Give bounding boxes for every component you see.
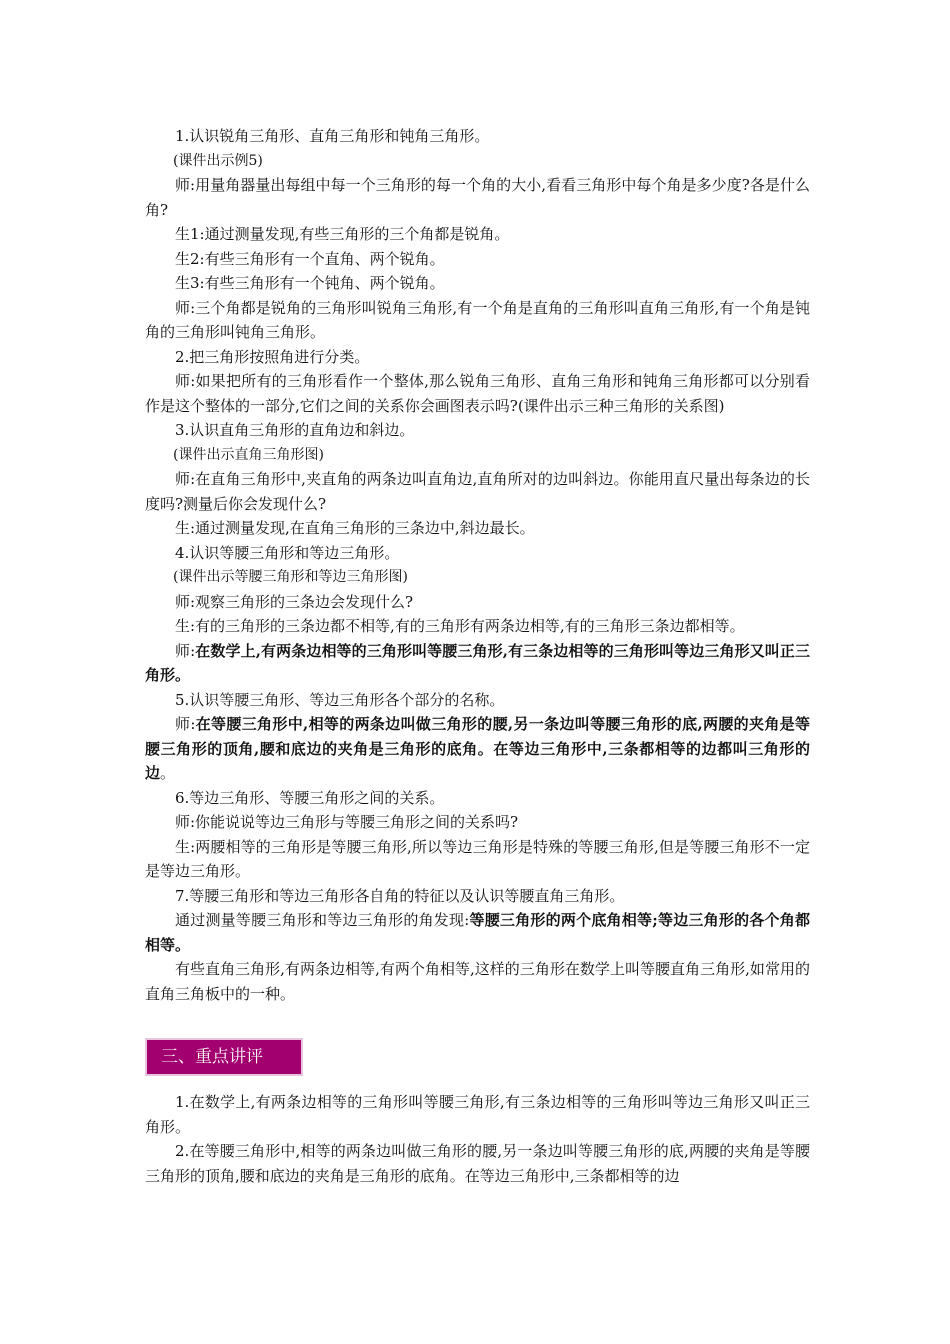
paragraph-prefix: 通过测量等腰三角形和等边三角形的角发现: [175, 911, 470, 929]
paragraph-heading-2: 2.把三角形按照角进行分类。 [175, 347, 370, 366]
paragraph-teacher-definition [145, 639, 810, 688]
paragraph-student: 生1:通过测量发现,有些三角形的三个角都是锐角。 [175, 225, 510, 243]
paragraph-teacher: 师:在直角三角形中,夹直角的两条边叫直角边,直角所对的边叫斜边。你能用直尺量出每条边的长度吗?测量后你会发现什么? [145, 470, 810, 513]
paragraph-heading-3: 3.认识直角三角形的直角边和斜边。 [175, 421, 415, 439]
review-paragraph-2: 2.在等腰三角形中,相等的两条边叫做三角形的腰,另一条边叫等腰三角形的底,两腰的夹角是等腰三角形的顶角,腰和底边的夹角是三角形的底角。在等边三角形中,三条都相等的边 [145, 1142, 810, 1185]
paragraph-body: 有些直角三角形,有两条边相等,有两个角相等,这样的三角形在数学上叫等腰直角三角形,如常用的直角三角板中的一种。 [145, 960, 810, 1003]
paragraph-bold-text: 在数学上,有两条边相等的三角形叫等腰三角形,有三条边相等的三角形叫等边三角形又叫正三角形。 [145, 641, 811, 684]
paragraph-student: 生:有的三角形的三条边都不相等,有的三角形有两条边相等,有的三角形三条边都相等。 [175, 617, 745, 635]
paragraph-courseware-note: (课件出示等腰三角形和等边三角形图) [173, 569, 408, 585]
paragraph-finding [145, 908, 810, 957]
paragraph-prefix: 师: [175, 715, 196, 733]
section-key-review-body [145, 1090, 810, 1188]
paragraph-heading-4: 4.认识等腰三角形和等边三角形。 [175, 543, 400, 562]
paragraph-heading-7: 7.等腰三角形和等边三角形各自角的特征以及认识等腰直角三角形。 [175, 886, 625, 905]
paragraph-student: 生2:有些三角形有一个直角、两个锐角。 [175, 249, 445, 268]
paragraph-heading-1: 1.认识锐角三角形、直角三角形和钝角三角形。 [175, 127, 490, 145]
paragraph-bold-text: 在等腰三角形中,相等的两条边叫做三角形的腰,另一条边叫等腰三角形的底,两腰的夹角是等腰三角形的顶角,腰和底边的夹角是三角形的底角。在等边三角形中,三条都相等的边都叫三角形的边 [145, 715, 810, 782]
paragraph-teacher: 师:你能说说等边三角形与等腰三角形之间的关系吗? [175, 813, 519, 831]
paragraph-teacher: 师:如果把所有的三角形看作一个整体,那么锐角三角形、直角三角形和钝角三角形都可以分别看作是这个整体的一部分,它们之间的关系你会画图表示吗?(课件出示三种三角形的关系图) [145, 372, 810, 415]
paragraph-heading-5: 5.认识等腰三角形、等边三角形各个部分的名称。 [175, 690, 505, 709]
review-paragraph-1: 1.在数学上,有两条边相等的三角形叫等腰三角形,有三条边相等的三角形叫等边三角形又叫正三角形。 [145, 1093, 810, 1136]
paragraph-heading-6: 6.等边三角形、等腰三角形之间的关系。 [175, 788, 445, 807]
paragraph-teacher: 师:用量角器量出每组中每一个三角形的每一个角的大小,看看三角形中每个角是多少度?各是什么角? [145, 176, 810, 219]
document-page [145, 124, 810, 1188]
paragraph-prefix: 师: [175, 641, 196, 660]
paragraph-student: 生:通过测量发现,在直角三角形的三条边中,斜边最长。 [175, 519, 535, 537]
paragraph-suffix: 。 [160, 764, 176, 782]
paragraph-bold-text: 等腰三角形的两个底角相等;等边三角形的各个角都相等。 [145, 911, 810, 954]
paragraph-student: 生:两腰相等的三角形是等腰三角形,所以等边三角形是特殊的等腰三角形,但是等腰三角形不一定是等边三角形。 [145, 837, 810, 880]
section-title-key-review: 三、重点讲评 [145, 1038, 303, 1076]
paragraph-teacher: 师:三个角都是锐角的三角形叫锐角三角形,有一个角是直角的三角形叫直角三角形,有一个角是钝角的三角形叫钝角三角形。 [145, 298, 810, 341]
paragraph-courseware-note: (课件出示直角三角形图) [173, 446, 324, 463]
paragraph-courseware-note: (课件出示例5) [173, 152, 263, 169]
paragraph-student: 生3:有些三角形有一个钝角、两个锐角。 [175, 274, 445, 292]
paragraph-teacher: 师:观察三角形的三条边会发现什么? [175, 592, 414, 611]
paragraph-teacher-definition [145, 712, 810, 786]
